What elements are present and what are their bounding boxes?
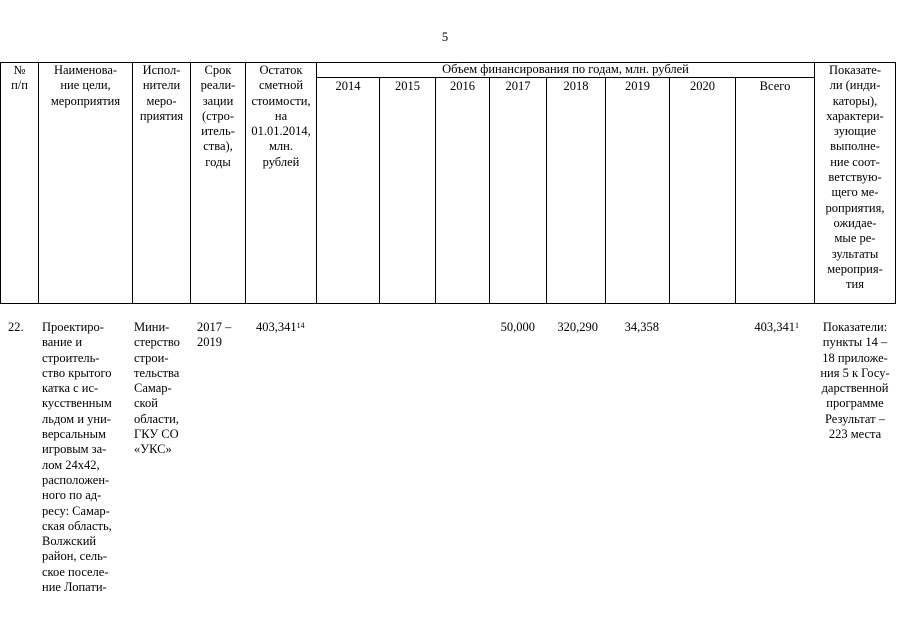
header-bottom-border — [0, 303, 895, 304]
col-border — [546, 77, 547, 304]
row-total-footnote: 1 — [795, 321, 799, 330]
header-executors: Испол- нители меро- приятия — [139, 63, 184, 123]
row-remainder-footnote: 14 — [296, 321, 305, 330]
page-number: 5 — [441, 30, 449, 44]
col-border — [489, 77, 490, 304]
header-total: Всего — [759, 79, 791, 93]
col-border — [316, 62, 317, 304]
header-remainder: Остаток сметной стоимости, на 01.01.2014, млн. рублей — [251, 63, 311, 169]
row-term: 2017 – 2019 — [197, 320, 232, 350]
col-border — [0, 62, 1, 304]
col-border — [735, 77, 736, 304]
header-year: 2014 — [335, 79, 361, 93]
header-year: 2017 — [505, 79, 531, 93]
header-indicators: Показате- ли (инди- каторы), характери- зующие выполне- ние соот- ветствую- щего ме- роприятия, ожидае- мые ре- зультаты мероприя- тия — [825, 63, 885, 292]
col-border — [669, 77, 670, 304]
header-name: Наименова- ние цели, мероприятия — [50, 63, 121, 108]
row-2018: 320,290 — [557, 320, 598, 334]
header-year: 2018 — [563, 79, 589, 93]
col-border — [605, 77, 606, 304]
header-term: Срок реали- зации (стро- итель- ства), годы — [200, 63, 236, 169]
row-indicators: Показатели: пункты 14 – 18 приложе- ния 5 к Госу- дарственной программе Результат – 223 места — [820, 320, 890, 442]
row-executors: Мини- стерство строи- тельства Самар- ской области, ГКУ СО «УКС» — [134, 320, 180, 457]
header-year: 2019 — [625, 79, 650, 93]
row-num: 22. — [8, 320, 24, 334]
header-financing: Объем финансирования по годам, млн. рублей — [442, 62, 689, 76]
col-border — [895, 62, 896, 304]
col-border — [435, 77, 436, 304]
row-total — [736, 320, 799, 335]
header-num: № п/п — [11, 63, 28, 93]
row-name: Проектиро- вание и строитель- ство крытого катка с ис- кусственным льдом и уни- версальным игровым за- лом 24х42, расположен- ного по ад- ресу: Самар- ская область, Волжский район, сель- ское поселе- ние Лопати- — [42, 320, 112, 595]
header-year: 2015 — [395, 79, 420, 93]
row-2017: 50,000 — [500, 320, 535, 334]
row-remainder-value: 403,341 — [256, 320, 297, 334]
row-2019: 34,358 — [624, 320, 659, 334]
row-remainder — [256, 320, 305, 335]
header-year: 2016 — [450, 79, 475, 93]
header-year: 2020 — [690, 79, 715, 93]
col-border — [379, 77, 380, 304]
row-total-value: 403,341 — [754, 320, 795, 334]
